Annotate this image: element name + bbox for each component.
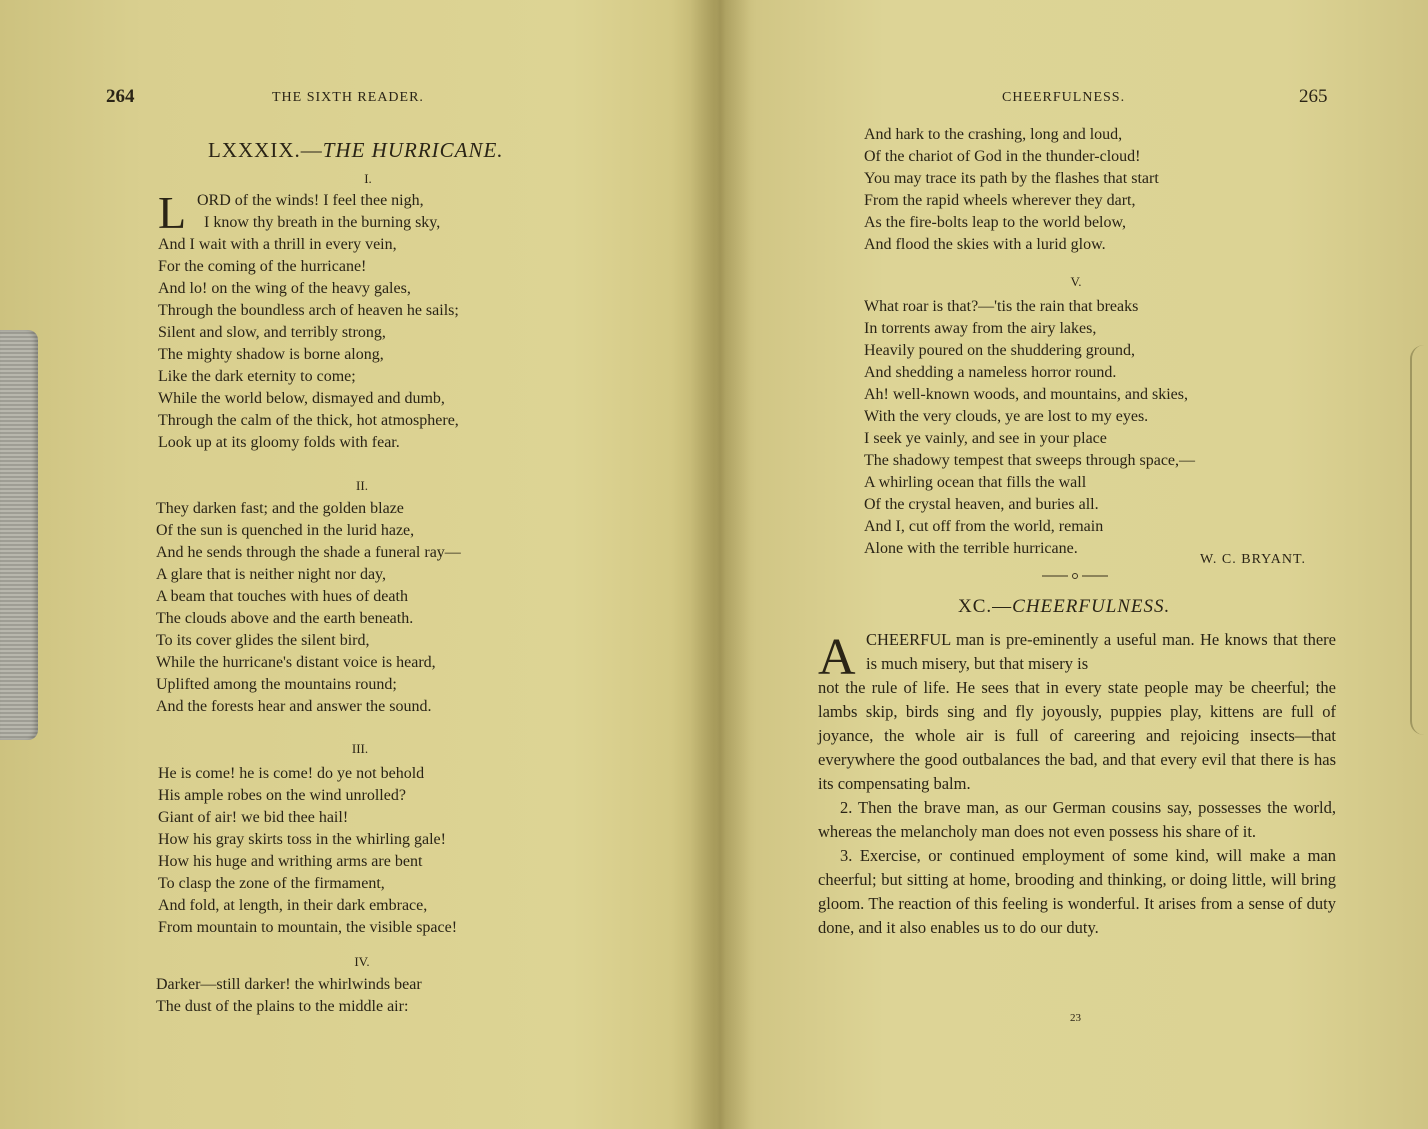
prose-paragraph: 3. Exercise, or continued employment of some kind, will make a man cheerful; but sitting at home, brooding and thinking, or doing little, will bring gloom. The reaction of this feeling is wonderful. It arises from a sense of duty done, and it also enables us to do our duty. <box>818 846 1336 937</box>
poem-line: A whirling ocean that fills the wall <box>864 474 1087 491</box>
poem-line: The dust of the plains to the middle air: <box>156 998 409 1015</box>
poem-line: Through the boundless arch of heaven he sails; <box>158 302 459 319</box>
poem-line: His ample robes on the wind unrolled? <box>158 787 406 804</box>
poem-line: And shedding a nameless horror round. <box>864 364 1117 381</box>
poem-line: And fold, at length, in their dark embrace, <box>158 897 428 914</box>
stanza-5 <box>864 296 1195 560</box>
stanza-numeral: I. <box>364 171 372 186</box>
page-number: 264 <box>106 86 135 107</box>
lesson-numeral: LXXXIX.— <box>208 138 323 162</box>
poem-line: And the forests hear and answer the sound. <box>156 698 432 715</box>
poem-line: Of the crystal heaven, and buries all. <box>864 496 1099 513</box>
poem-line: And hark to the crashing, long and loud, <box>864 126 1123 143</box>
prose-paragraph: 2. Then the brave man, as our German cousins say, possesses the world, whereas the melancholy man does not even possess his share of it. <box>818 798 1336 841</box>
poem-line: They darken fast; and the golden blaze <box>156 500 404 517</box>
stanza-numeral: V. <box>1070 274 1082 289</box>
lesson-title <box>958 596 1170 618</box>
poem-line: The clouds above and the earth beneath. <box>156 610 414 627</box>
signature-mark: 23 <box>1070 1012 1081 1024</box>
running-head: THE SIXTH READER. <box>272 90 424 105</box>
poem-line: And I, cut off from the world, remain <box>864 518 1104 535</box>
lesson-heading: THE HURRICANE. <box>322 138 504 162</box>
stanza-1 <box>158 187 459 454</box>
poem-line: To clasp the zone of the firmament, <box>158 875 385 892</box>
prose-lead <box>866 628 1336 676</box>
lesson-heading: CHEERFULNESS. <box>1012 596 1171 617</box>
stanza-numeral: IV. <box>354 954 370 969</box>
stanza-3 <box>158 763 457 939</box>
stanza-numeral: III. <box>351 741 369 756</box>
poem-line: The shadowy tempest that sweeps through space,— <box>864 452 1196 469</box>
lesson-title <box>208 138 504 163</box>
poem-line: Uplifted among the mountains round; <box>156 676 397 693</box>
prose-paragraph: CHEERFUL man is pre-eminently a useful man. He knows that there is much misery, but that misery is <box>866 630 1336 673</box>
section-divider-ornament <box>1042 572 1108 580</box>
lesson-numeral: XC.— <box>958 596 1013 617</box>
poem-line: I seek ye vainly, and see in your place <box>864 430 1107 447</box>
poem-line: From mountain to mountain, the visible space! <box>158 919 458 936</box>
poem-line: To its cover glides the silent bird, <box>156 632 370 649</box>
poem-line: I know thy breath in the burning sky, <box>204 214 441 231</box>
poem-line: And I wait with a thrill in every vein, <box>158 236 397 253</box>
poem-line: Heavily poured on the shuddering ground, <box>864 342 1136 359</box>
poem-line: With the very clouds, ye are lost to my eyes. <box>864 408 1149 425</box>
poem-line: For the coming of the hurricane! <box>158 258 367 275</box>
poem-line: You may trace its path by the flashes that start <box>864 170 1159 187</box>
poem-line: A beam that touches with hues of death <box>156 588 408 605</box>
poem-line: ORD of the winds! I feel thee nigh, <box>197 192 424 209</box>
poem-line: Giant of air! we bid thee hail! <box>158 809 349 826</box>
poem-line: The mighty shadow is borne along, <box>158 346 384 363</box>
stanza-4-continued <box>864 124 1159 256</box>
poem-line: While the hurricane's distant voice is heard, <box>156 654 436 671</box>
drop-cap: A <box>818 629 856 686</box>
poem-line: How his gray skirts toss in the whirling gale! <box>158 831 446 848</box>
poem-line: Silent and slow, and terribly strong, <box>158 324 386 341</box>
stanza-4 <box>156 974 422 1018</box>
poem-line: And he sends through the shade a funeral ray— <box>156 544 461 561</box>
poem-line: He is come! he is come! do ye not behold <box>158 765 425 782</box>
poem-line: As the fire-bolts leap to the world below, <box>864 214 1127 231</box>
poem-line: Darker—still darker! the whirlwinds bear <box>156 976 422 993</box>
drop-cap: L <box>158 187 187 238</box>
author-signature: W. C. BRYANT. <box>1200 552 1306 567</box>
stanza-numeral: II. <box>356 478 368 493</box>
stanza-2 <box>156 498 461 718</box>
poem-line: Ah! well-known woods, and mountains, and skies, <box>864 386 1188 403</box>
poem-line: What roar is that?—'tis the rain that breaks <box>864 298 1139 315</box>
prose-paragraph: not the rule of life. He sees that in every state people may be cheerful; the lambs skip, birds sing and fly joyously, puppies play, kittens are full of joyance, the whole air is full of careering and rejoicing insects—that everywhere the good outbalances the bad, and that every evil that there is has its compensating balm. <box>818 678 1336 793</box>
poem-line: And flood the skies with a lurid glow. <box>864 236 1106 253</box>
poem-line: Like the dark eternity to come; <box>158 368 356 385</box>
poem-line: Of the sun is quenched in the lurid haze, <box>156 522 415 539</box>
poem-line: Alone with the terrible hurricane. <box>864 540 1078 557</box>
poem-line: In torrents away from the airy lakes, <box>864 320 1097 337</box>
poem-line: From the rapid wheels wherever they dart, <box>864 192 1136 209</box>
poem-line: And lo! on the wing of the heavy gales, <box>158 280 411 297</box>
poem-line: How his huge and writhing arms are bent <box>158 853 423 870</box>
page-number: 265 <box>1299 86 1328 107</box>
running-head: CHEERFULNESS. <box>1002 90 1126 105</box>
poem-line: Through the calm of the thick, hot atmosphere, <box>158 412 459 429</box>
poem-line: Of the chariot of God in the thunder-cloud! <box>864 148 1141 165</box>
right-page <box>714 0 1428 1129</box>
prose-body <box>818 676 1336 940</box>
poem-line: A glare that is neither night nor day, <box>156 566 387 583</box>
poem-line: While the world below, dismayed and dumb, <box>158 390 445 407</box>
poem-line: Look up at its gloomy folds with fear. <box>158 434 400 451</box>
